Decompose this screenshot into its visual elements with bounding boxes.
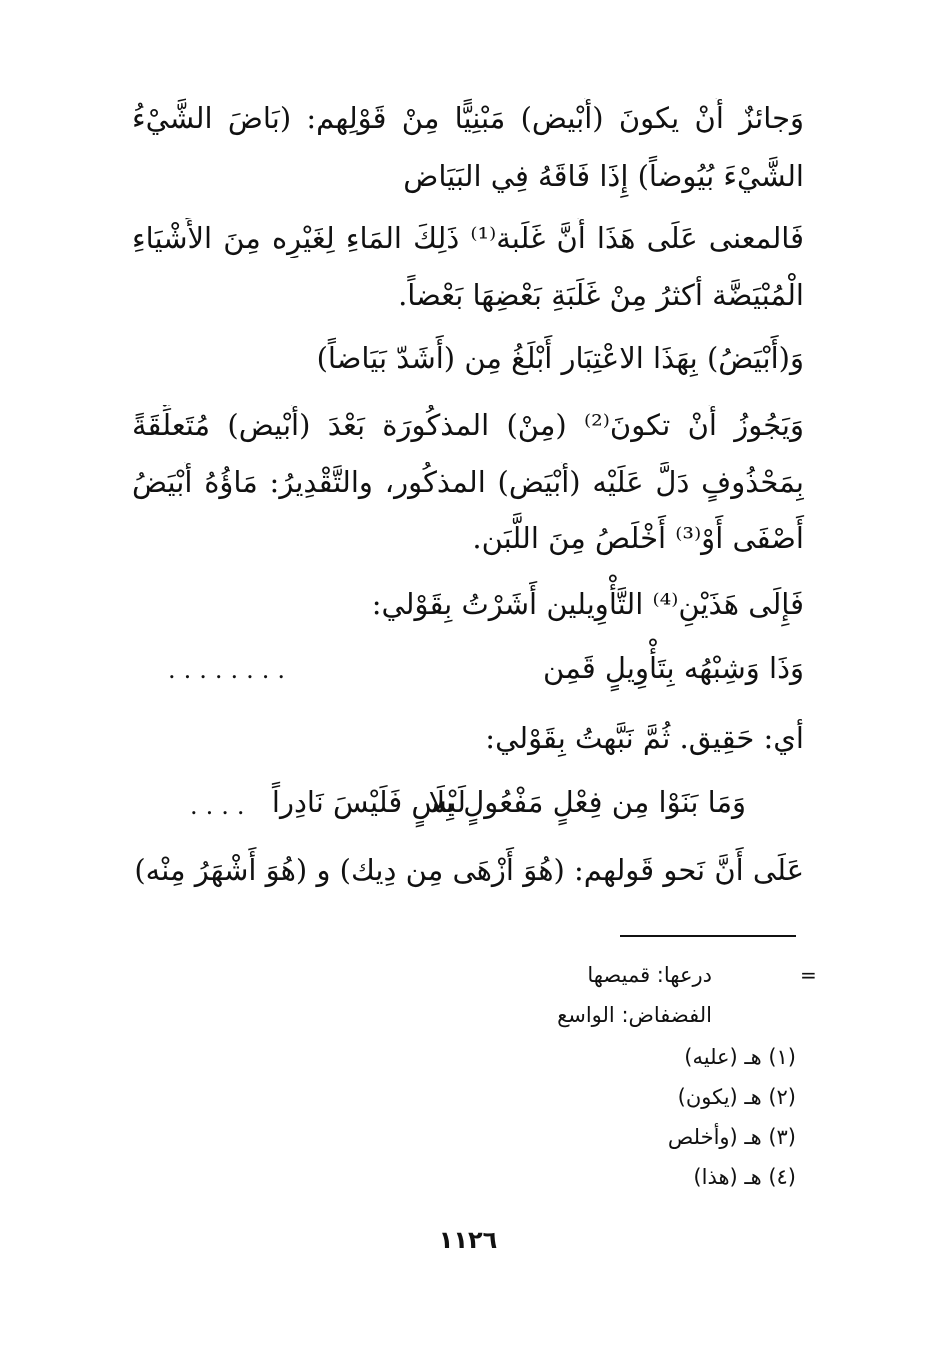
footnote-gloss-1: درعها: قميصها	[587, 963, 712, 987]
page-number: ١١٢٦	[438, 1226, 498, 1254]
body-line-11: عَلَى أَنَّ نَحو قَولهم: (هُوَ أَزْهَى مِن دِيك) و (هُوَ أَشْهَرُ مِنْه)	[134, 853, 804, 887]
body-line-5: وَ(أَبْيَضُ) بِهَذَا الاعْتِبَار أَبْلَغُ مِن (أَشَدّ بَيَاضاً)	[316, 341, 804, 375]
footnote-4: (٤) هـ (هذا)	[693, 1165, 796, 1189]
footnote-gloss-2: الفضفاض: الواسع	[557, 1003, 712, 1027]
body-line-1: وَجائزٌ أَنْ يكونَ (أَبْيض) مَبْنِيًّا مِنْ قَوْلِهم: (بَاضَ الشَّيْءُ	[132, 101, 804, 135]
body-line-6: وَيَجُوزُ أَنْ تكونَ⁽²⁾ (مِنْ) المذكُورَة بَعْدَ (أَبْيض) مُتَعلِّقَةً	[132, 408, 804, 442]
footnote-2: (٢) هـ (يكون)	[677, 1085, 796, 1109]
body-line-10: أي: حَقِيق. ثُمَّ نَبَّهتُ بِقَوْلي:	[485, 721, 804, 755]
body-line-2: الشَّيْءَ بُيُوضاً) إِذَا فَاقَهُ فِي البَيَاض	[403, 159, 804, 193]
body-line-9: فَإِلَى هَذَيْنِ⁽⁴⁾ التَّأْوِيلين أَشَرْتُ بِقَوْلي:	[371, 587, 804, 621]
verse-2-second-half: لَبْسٍ فَلَيْسَ نَادِراً	[271, 785, 466, 819]
footnote-continuation-marker: =	[800, 963, 817, 987]
footnote-separator	[620, 935, 796, 937]
verse-1-first-half: وَذَا وَشِبْهُه بِتَأْوِيلٍ قَمِن	[543, 651, 804, 685]
footnote-3: (٣) هـ (وأخلص	[667, 1125, 796, 1149]
body-line-8: أَصْفَى أَوْ⁽³⁾ أَخْلَصُ مِنَ اللَّبَن.	[472, 521, 804, 555]
footnote-1: (١) هـ (عليه)	[684, 1045, 796, 1069]
body-line-4: الْمُبْيَضَّة أكثرُ مِنْ غَلَبَةِ بَعْضِهَا بَعْضاً.	[398, 278, 804, 312]
body-line-7: بِمَحْذُوفٍ دَلَّ عَلَيْه (أَبْيَض) المذكُور، والتَّقْدِيرُ: مَاؤُهُ أَبْيَضُ	[132, 465, 804, 499]
verse-1-ellipsis: ........	[168, 656, 294, 684]
verse-2-ellipsis: ....	[190, 792, 253, 820]
body-line-3: فَالمعنى عَلَى هَذَا أَنَّ غَلَبة⁽¹⁾ ذَلِكَ المَاءِ لِغَيْرِه مِنَ الأَشْيَاءِ	[132, 221, 804, 255]
verse-2-first-half: وَمَا بَنَوْا مِن فِعْلٍ مَفْعُولٍ بِلَا	[428, 785, 746, 819]
